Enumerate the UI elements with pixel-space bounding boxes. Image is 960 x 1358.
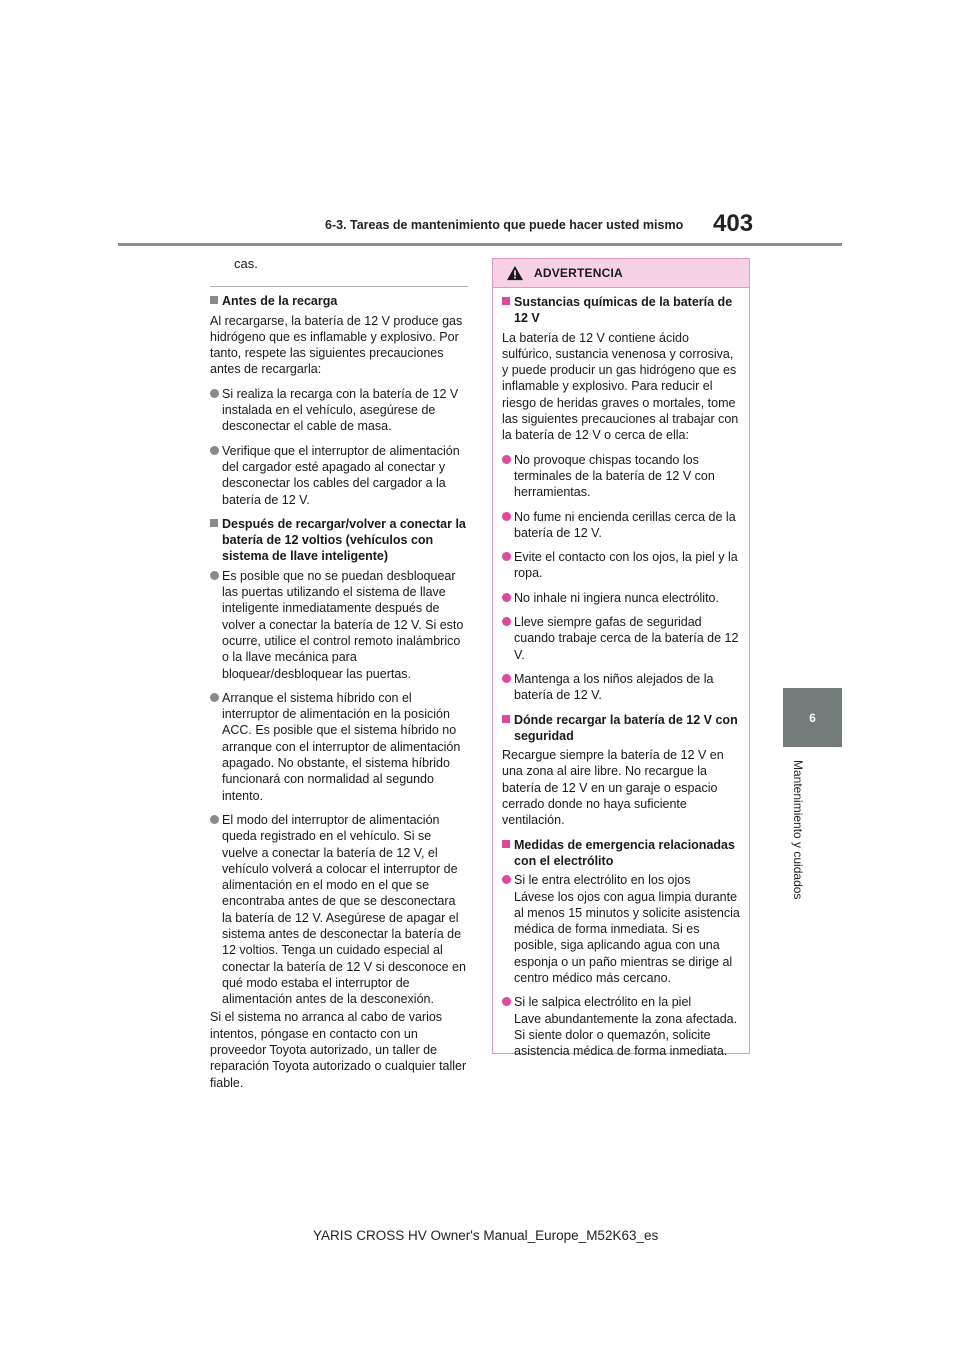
- section-divider: [210, 286, 468, 287]
- circle-bullet-icon: [502, 997, 511, 1006]
- circle-bullet-icon: [502, 875, 511, 884]
- circle-bullet-icon: [502, 552, 511, 561]
- chapter-tab: 6: [783, 688, 842, 747]
- square-bullet-icon: [502, 840, 510, 848]
- left-column: [210, 256, 468, 1099]
- footer-text: YARIS CROSS HV Owner's Manual_Europe_M52K63_es: [313, 1228, 659, 1243]
- list-item: No fume ni encienda cerillas cerca de la batería de 12 V.: [502, 509, 740, 542]
- list-item: Si le entra electrólito en los ojos Lávese los ojos con agua limpia durante al menos 15 minutos y solicite asistencia médica de forma inmediata. Si es posible, siga aplicando agua con una esponja o un paño mientras se dirige al centro médico más cercano.: [502, 872, 740, 986]
- square-bullet-icon: [210, 519, 218, 527]
- paragraph: Al recargarse, la batería de 12 V produce gas hidrógeno que es inflamable y explosivo. Por tanto, respete las siguientes precauciones antes de recargarla:: [210, 313, 463, 377]
- list-item: Verifique que el interruptor de alimentación del cargador esté apagado al conectar y desconectar los cables del cargador a la batería de 12 V.: [210, 443, 468, 508]
- paragraph: Si el sistema no arranca al cabo de varios intentos, póngase en contacto con un proveedor Toyota autorizado, un taller de reparación Toyota autorizado o cualquier taller fiable.: [210, 1010, 467, 1090]
- warning-box: [492, 258, 750, 1059]
- warning-heading: Medidas de emergencia relacionadas con el electrólito: [502, 837, 740, 870]
- list-item: Lleve siempre gafas de seguridad cuando trabaje cerca de la batería de 12 V.: [502, 614, 740, 663]
- warning-body: [493, 288, 749, 1059]
- circle-bullet-icon: [502, 617, 511, 626]
- warning-heading: Dónde recargar la batería de 12 V con seguridad: [502, 712, 740, 745]
- list-item: No provoque chispas tocando los terminales de la batería de 12 V con herramientas.: [502, 452, 740, 501]
- section-heading: Antes de la recarga: [210, 293, 468, 309]
- circle-bullet-icon: [502, 593, 511, 602]
- circle-bullet-icon: [210, 571, 219, 580]
- warning-triangle-icon: [506, 265, 524, 281]
- warning-heading: Sustancias químicas de la batería de 12 V: [502, 294, 740, 327]
- section-heading: Después de recargar/volver a conectar la batería de 12 voltios (vehículos con sistema de llave inteligente): [210, 516, 468, 565]
- warning-title: ADVERTENCIA: [534, 266, 623, 280]
- list-item: Si realiza la recarga con la batería de 12 V instalada en el vehículo, asegúrese de desconectar el cable de masa.: [210, 386, 468, 435]
- square-bullet-icon: [502, 297, 510, 305]
- page-number: 403: [713, 210, 754, 237]
- circle-bullet-icon: [502, 512, 511, 521]
- paragraph: Recargue siempre la batería de 12 V en una zona al aire libre. No recargue la batería de 12 V en un garaje o espacio cerrado donde no haya suficiente ventilación.: [502, 748, 724, 828]
- list-item: Mantenga a los niños alejados de la batería de 12 V.: [502, 671, 740, 704]
- chapter-label: Mantenimiento y cuidados: [791, 760, 805, 900]
- circle-bullet-icon: [210, 693, 219, 702]
- list-item: Arranque el sistema híbrido con el interruptor de alimentación en la posición ACC. Es posible que el sistema híbrido no arranque con el interruptor de alimentación apagado. No obstante, el sistema híbrido funcionará con normalidad al segundo intento.: [210, 690, 468, 804]
- continuation-text: cas.: [234, 256, 258, 271]
- header-rule: [118, 243, 842, 246]
- circle-bullet-icon: [210, 446, 219, 455]
- paragraph: La batería de 12 V contiene ácido sulfúrico, sustancia venenosa y corrosiva, y puede producir un gas hidrógeno que es inflamable y explosivo. Para reducir el riesgo de heridas graves o mortales, tome las siguientes precauciones al trabajar con la batería de 12 V o cerca de ella:: [502, 330, 739, 443]
- circle-bullet-icon: [210, 815, 219, 824]
- square-bullet-icon: [502, 715, 510, 723]
- circle-bullet-icon: [502, 674, 511, 683]
- section-title: 6-3. Tareas de mantenimiento que puede hacer usted mismo: [325, 218, 684, 232]
- warning-header: [493, 259, 749, 288]
- list-item: Si le salpica electrólito en la piel Lave abundantemente la zona afectada. Si siente dolor o quemazón, solicite asistencia médica de forma inmediata.: [502, 994, 740, 1059]
- list-item: No inhale ni ingiera nunca electrólito.: [502, 590, 740, 606]
- list-item: El modo del interruptor de alimentación queda registrado en el vehículo. Si se vuelve a conectar la batería de 12 V, el vehículo volverá a colocar el interruptor de alimentación en el modo en el que se encontraba antes de que se desconectara la batería de 12 V. Asegúrese de apagar el sistema antes de desconectar la batería de 12 voltios. Tenga un cuidado especial al conectar la batería de 12 V si desconoce en qué modo estaba el interruptor de alimentación antes de la desconexión.: [210, 812, 468, 1008]
- circle-bullet-icon: [210, 389, 219, 398]
- list-item: Evite el contacto con los ojos, la piel y la ropa.: [502, 549, 740, 582]
- circle-bullet-icon: [502, 455, 511, 464]
- square-bullet-icon: [210, 296, 218, 304]
- list-item: Es posible que no se puedan desbloquear las puertas utilizando el sistema de llave inteligente inmediatamente después de volver a conectar la batería de 12 V. Si esto ocurre, utilice el control remoto inalámbrico o la llave mecánica para bloquear/desbloquear las puertas.: [210, 568, 468, 682]
